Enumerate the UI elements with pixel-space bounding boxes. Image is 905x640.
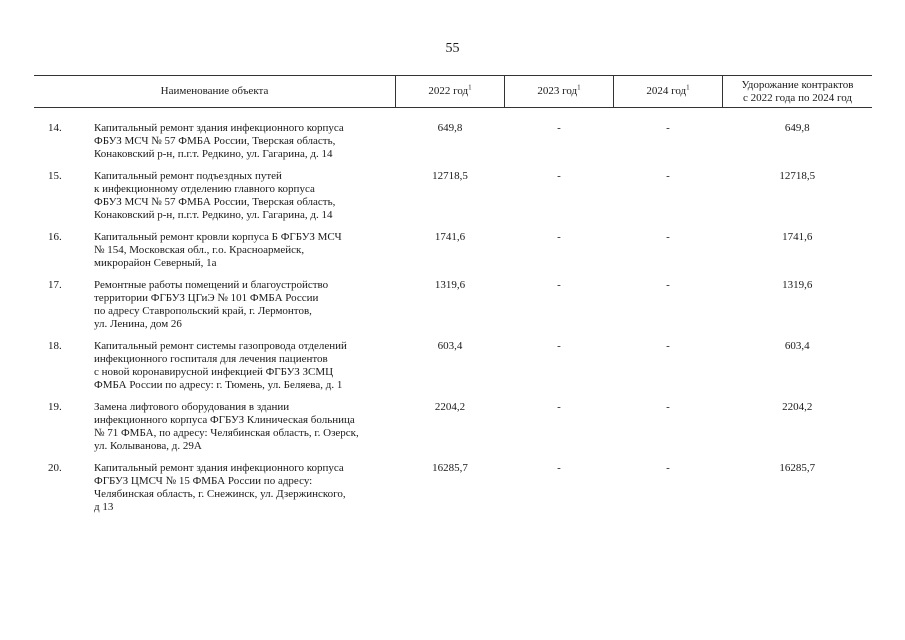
table-row [34, 401, 872, 462]
row-value-2023: - [557, 231, 561, 243]
row-value-2023: - [557, 122, 561, 134]
row-object-name [94, 231, 396, 279]
row-value-2022: 12718,5 [432, 170, 468, 182]
header-2023 [505, 76, 614, 108]
row-value-2023: - [557, 462, 561, 474]
header-2024-label: 2024 год [646, 85, 687, 97]
row-value-2022: 649,8 [437, 122, 463, 134]
row-value-2023: - [557, 170, 561, 182]
footnote-mark: 1 [577, 83, 581, 92]
table-row [34, 279, 872, 340]
header-increase [723, 76, 873, 108]
row-number: 20. [48, 462, 62, 474]
row-value-2024: - [666, 170, 670, 182]
row-value-increase: 1319,6 [782, 279, 813, 291]
row-object-text: Замена лифтового оборудования в здании инфекционного корпуса ФГБУЗ Клиническая больница № 71 ФМБА, по адресу: Челябинская область, г. Озерск, ул. Колыванова, д. 29А [94, 401, 359, 452]
row-number: 18. [48, 340, 62, 352]
table-header [34, 76, 872, 108]
row-value-2022: 16285,7 [432, 462, 468, 474]
header-object-name: Наименование объекта [34, 76, 396, 108]
contracts-table [34, 75, 872, 523]
row-object-name [94, 401, 396, 462]
row-object-text: Ремонтные работы помещений и благоустройство территории ФГБУЗ ЦГиЭ № 101 ФМБА России по адресу Ставропольский край, г. Лермонтов, ул. Ленина, дом 26 [94, 279, 329, 330]
row-object-name [94, 170, 396, 231]
row-value-increase: 2204,2 [782, 401, 813, 413]
row-number: 15. [48, 170, 62, 182]
footnote-mark: 1 [468, 83, 472, 92]
row-value-increase: 16285,7 [779, 462, 816, 474]
header-increase-line1: Удорожание контрактов [741, 78, 854, 91]
row-value-increase: 649,8 [784, 122, 810, 134]
row-object-name [94, 122, 396, 170]
row-number: 16. [48, 231, 62, 243]
row-object-name [94, 340, 396, 401]
row-object-name [94, 462, 396, 523]
row-value-increase: 603,4 [784, 340, 810, 352]
page-number: 55 [445, 41, 460, 56]
row-value-2023: - [557, 401, 561, 413]
row-value-2022: 603,4 [437, 340, 463, 352]
row-value-2023: - [557, 340, 561, 352]
row-object-name [94, 279, 396, 340]
row-value-increase: 12718,5 [779, 170, 816, 182]
row-object-text: Капитальный ремонт здания инфекционного корпуса ФГБУЗ ЦМСЧ № 15 ФМБА России по адресу: Челябинская область, г. Снежинск, ул. Дзержинского, д 13 [94, 462, 346, 513]
row-number: 17. [48, 279, 62, 291]
row-object-text: Капитальный ремонт системы газопровода отделений инфекционного госпиталя для лечения пациентов с новой коронавирусной инфекцией ФГБУЗ ЗСМЦ ФМБА России по адресу: г. Тюмень, ул. Беляева, д. 1 [94, 340, 347, 391]
row-number: 14. [48, 122, 62, 134]
row-value-2024: - [666, 401, 670, 413]
table-row [34, 231, 872, 279]
row-value-2022: 2204,2 [434, 401, 466, 413]
table-row [34, 462, 872, 523]
row-object-text: Капитальный ремонт кровли корпуса Б ФГБУЗ МСЧ № 154, Московская обл., г.о. Красноармейск, микрорайон Северный, 1а [94, 231, 342, 269]
header-2024 [614, 76, 723, 108]
row-value-2024: - [666, 279, 670, 291]
header-increase-line2: с 2022 года по 2024 год [743, 91, 852, 104]
row-number: 19. [48, 401, 62, 413]
table-body [34, 108, 872, 524]
row-value-2024: - [666, 122, 670, 134]
row-value-2024: - [666, 340, 670, 352]
table-row [34, 170, 872, 231]
row-value-2022: 1741,6 [434, 231, 466, 243]
header-2023-label: 2023 год [537, 85, 578, 97]
row-value-2022: 1319,6 [434, 279, 466, 291]
row-object-text: Капитальный ремонт подъездных путей к инфекционному отделению главного корпуса ФБУЗ МСЧ № 57 ФМБА России, Тверская область, Конаковский р-н, п.г.т. Редкино, ул. Гагарина, д. 14 [94, 170, 336, 221]
header-2022 [396, 76, 505, 108]
table-row [34, 122, 872, 170]
row-value-2024: - [666, 462, 670, 474]
row-value-2024: - [666, 231, 670, 243]
row-object-text: Капитальный ремонт здания инфекционного корпуса ФБУЗ МСЧ № 57 ФМБА России, Тверская область, Конаковский р-н, п.г.т. Редкино, ул. Гагарина, д. 14 [94, 122, 344, 160]
header-2022-label: 2022 год [428, 85, 469, 97]
table-row [34, 340, 872, 401]
footnote-mark: 1 [686, 83, 690, 92]
row-value-increase: 1741,6 [782, 231, 813, 243]
row-value-2023: - [557, 279, 561, 291]
